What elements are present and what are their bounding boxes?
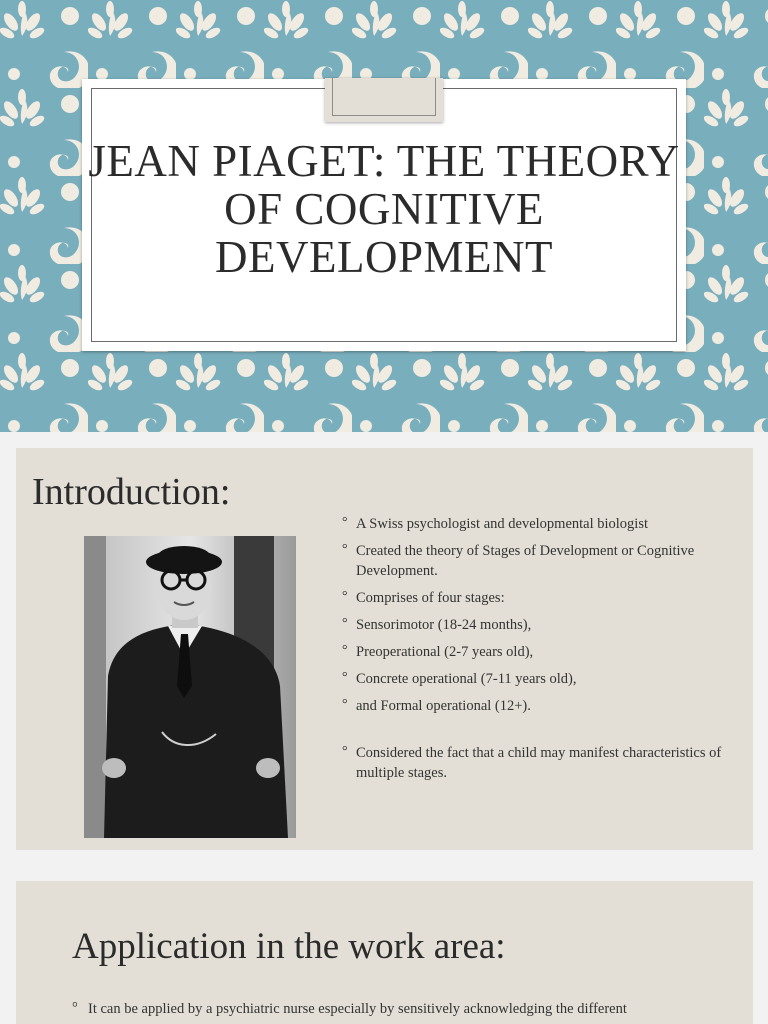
portrait-photo: [84, 536, 296, 838]
list-item: ° A Swiss psychologist and developmental biologist: [340, 514, 740, 534]
portrait-photo-icon: [84, 536, 296, 838]
intro-heading: Introduction:: [32, 471, 231, 513]
introduction-slide: [16, 448, 753, 850]
title-tab-decoration: [325, 78, 443, 122]
intro-bullet-list: [340, 514, 740, 790]
list-item: ° and Formal operational (12+).: [340, 696, 740, 716]
list-item: ° Comprises of four stages:: [340, 588, 740, 608]
list-item: ° Considered the fact that a child may manifest characteristics of multiple stages.: [340, 743, 740, 783]
slide-title: JEAN PIAGET: THE THEORY OF COGNITIVE DEVELOPMENT: [88, 136, 680, 282]
title-card: [82, 79, 686, 351]
list-item: ° Sensorimotor (18-24 months),: [340, 615, 740, 635]
list-item: ° Created the theory of Stages of Development or Cognitive Development.: [340, 541, 740, 581]
list-item: ° Preoperational (2-7 years old),: [340, 642, 740, 662]
application-bullet-list: [70, 999, 627, 1019]
title-slide: [0, 0, 768, 432]
application-heading: Application in the work area:: [72, 926, 506, 967]
list-item: ° It can be applied by a psychiatric nurse especially by sensitively acknowledging the different: [70, 999, 627, 1019]
list-item: ° Concrete operational (7-11 years old),: [340, 669, 740, 689]
application-slide: [16, 881, 753, 1024]
